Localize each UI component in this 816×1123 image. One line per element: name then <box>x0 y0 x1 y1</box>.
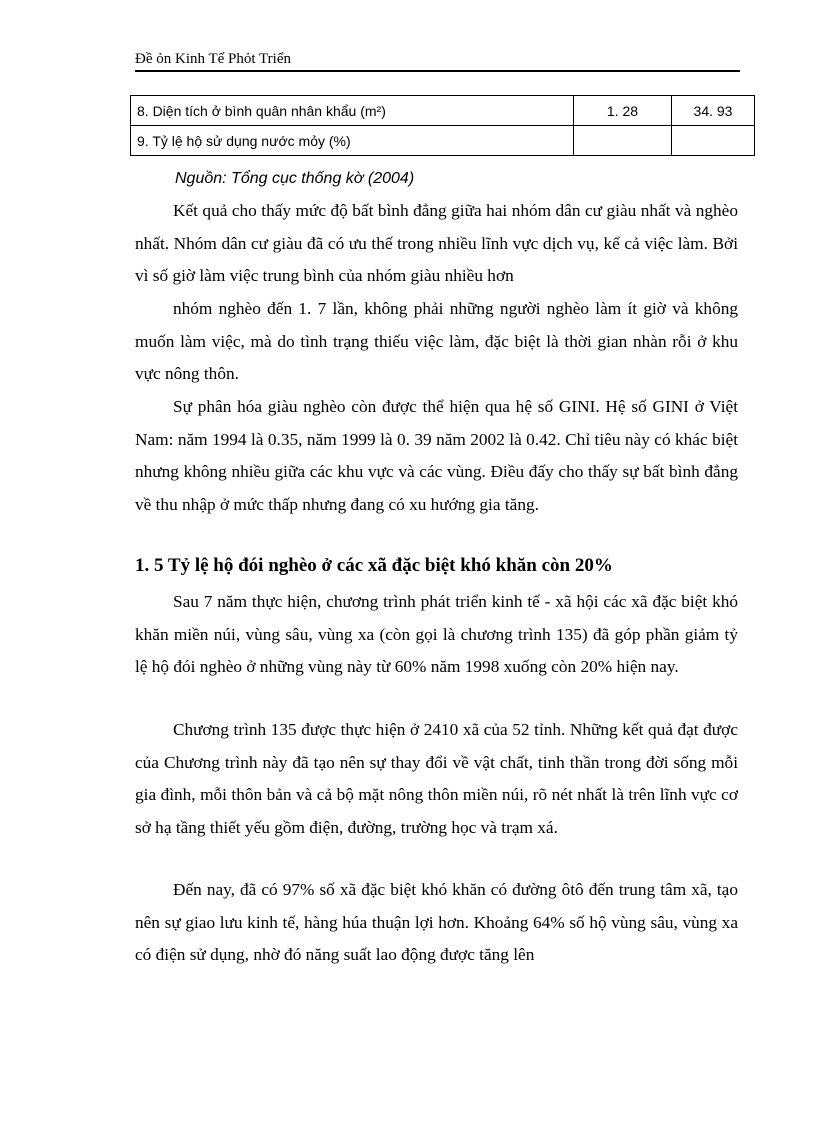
table-cell-value <box>574 126 672 156</box>
table-row <box>131 96 755 126</box>
paragraph: Kết quả cho thấy mức độ bất bình đẳng giữa hai nhóm dân cư giàu nhất và nghèo nhất. Nhóm dân cư giàu đã có ưu thế trong nhiều lĩnh vực dịch vụ, kể cả việc làm. Bởi vì số giờ làm việc trung bình của nhóm giàu nhiều hơn <box>135 201 738 286</box>
table-cell-label: 9. Tỷ lệ hộ sử dụng nước mỏy (%) <box>131 126 574 156</box>
table-cell-value: 34. 93 <box>672 96 755 126</box>
paragraph: Sau 7 năm thực hiện, chương trình phát triển kinh tế - xã hội các xã đặc biệt khó khăn miền núi, vùng sâu, vùng xa (còn gọi là chương trình 135) đã góp phần giảm tỷ lệ hộ đói nghèo ở những vùng này từ 60% năm 1998 xuống còn 20% hiện nay. <box>135 592 738 677</box>
table-row <box>131 126 755 156</box>
paragraph: Đến nay, đã có 97% số xã đặc biệt khó khăn có đường ôtô đến trung tâm xã, tạo nên sự giao lưu kinh tế, hàng húa thuận lợi hơn. Khoảng 64% số hộ vùng sâu, vùng xa có điện sử dụng, nhờ đó năng suất lao động được tăng lên <box>135 880 738 965</box>
table-cell-label: 8. Diện tích ở bình quân nhân khẩu (m²) <box>131 96 574 126</box>
page-header <box>135 50 740 72</box>
section-heading: 1. 5 Tỷ lệ hộ đói nghèo ở các xã đặc biệt khó khăn còn 20% <box>135 555 613 576</box>
paragraph: Sự phân hóa giàu nghèo còn được thể hiện qua hệ số GINI. Hệ số GINI ở Việt Nam: năm 1994 là 0.35, năm 1999 là 0. 39 năm 2002 là 0.42. Chỉ tiêu này có khác biệt nhưng không nhiều giữa các khu vực và các vùng. Điều đấy cho thấy sự bất bình đẳng về thu nhập ở mức thấp nhưng đang có xu hướng gia tăng. <box>135 397 738 515</box>
table-cell-value <box>672 126 755 156</box>
paragraph: Chương trình 135 được thực hiện ở 2410 xã của 52 tỉnh. Những kết quả đạt được của Chương trình này đã tạo nên sự thay đổi về vật chất, tinh thần trong đời sống mỗi gia đình, mỗi thôn bản và cả bộ mặt nông thôn miền núi, rõ nét nhất là trên lĩnh vực cơ sở hạ tầng thiết yếu gồm điện, đường, trường học và trạm xá. <box>135 720 738 838</box>
source-note: Nguồn: Tổng cục thống kờ (2004) <box>175 170 415 187</box>
header-title: Đề ỏn Kinh Tế Phỏt Triển <box>135 51 291 67</box>
table-cell-value: 1. 28 <box>574 96 672 126</box>
paragraph: nhóm nghèo đến 1. 7 lần, không phải những người nghèo làm ít giờ và không muốn làm việc, mà do tình trạng thiếu việc làm, đặc biệt là thời gian nhàn rỗi ở khu vực nông thôn. <box>135 299 738 384</box>
statistics-table <box>130 95 755 156</box>
